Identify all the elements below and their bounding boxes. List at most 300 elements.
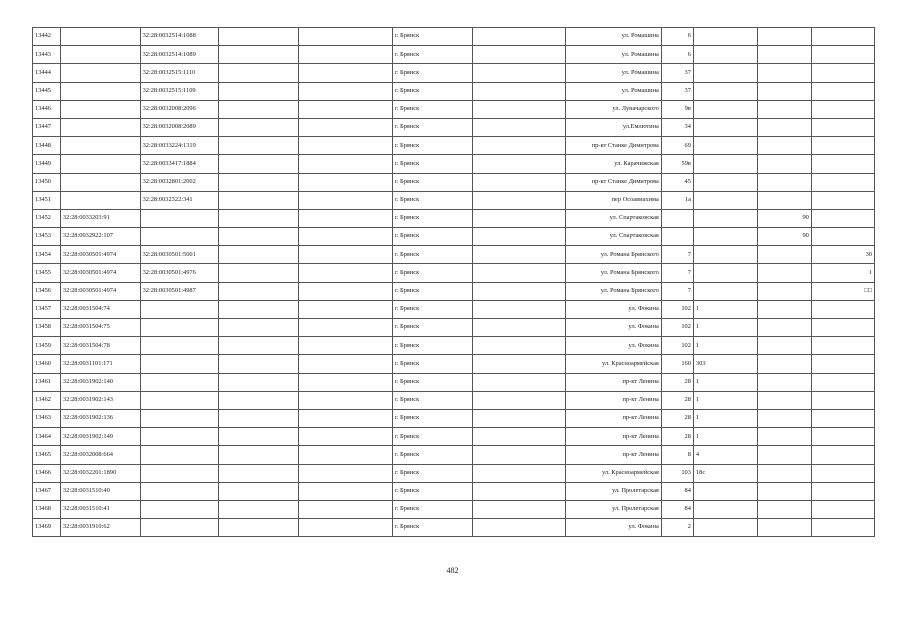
register-table [32,27,875,537]
street-cell: ул. Фокина [565,319,661,337]
empty-cell [298,191,392,209]
house-number-cell: 34 [661,118,693,136]
apartment-cell [693,28,757,46]
row-number-cell: 13450 [33,173,61,191]
house-number-cell: 37 [661,82,693,100]
empty-cell [219,446,299,464]
street-cell: ул. Карачижская [565,155,661,173]
empty-cell [298,264,392,282]
row-number-cell: 13461 [33,373,61,391]
empty-cell [472,155,565,173]
extra-cell [811,209,874,227]
object-cadastral-number-cell: 32:28:0032322:341 [140,191,219,209]
table-row [33,246,875,264]
apartment-cell [693,482,757,500]
house-number-cell: 84 [661,500,693,518]
cadastral-number-cell: 32:28:0031504:74 [60,300,140,318]
table-row [33,319,875,337]
street-cell: пр-кт Ленина [565,409,661,427]
city-cell: г. Брянск [392,228,472,246]
apartment-cell [693,209,757,227]
cadastral-number-cell: 32:28:0033203:91 [60,209,140,227]
empty-cell [219,391,299,409]
apartment-cell: 18с [693,464,757,482]
empty-cell [298,519,392,537]
empty-cell [472,173,565,191]
empty-cell [472,137,565,155]
empty-cell [472,500,565,518]
table-row [33,519,875,537]
building-cell [758,337,812,355]
city-cell: г. Брянск [392,355,472,373]
house-number-cell: 37 [661,64,693,82]
house-number-cell: 6 [661,46,693,64]
cadastral-number-cell [60,64,140,82]
street-cell: пр-кт Ленина [565,428,661,446]
empty-cell [219,482,299,500]
house-number-cell: 28 [661,428,693,446]
street-cell: ул. Спартаковская [565,209,661,227]
object-cadastral-number-cell: 32:28:0030501:4987 [140,282,219,300]
table-row [33,300,875,318]
building-cell [758,464,812,482]
apartment-cell [693,246,757,264]
row-number-cell: 13455 [33,264,61,282]
extra-cell [811,446,874,464]
city-cell: г. Брянск [392,46,472,64]
empty-cell [472,464,565,482]
city-cell: г. Брянск [392,337,472,355]
house-number-cell [661,228,693,246]
empty-cell [298,300,392,318]
house-number-cell: 102 [661,300,693,318]
cadastral-number-cell: 32:28:0031910:62 [60,519,140,537]
empty-cell [472,519,565,537]
table-row [33,28,875,46]
object-cadastral-number-cell: 32:28:0032008:2096 [140,100,219,118]
apartment-cell [693,100,757,118]
empty-cell [219,300,299,318]
row-number-cell: 13445 [33,82,61,100]
house-number-cell: 7 [661,282,693,300]
extra-cell [811,155,874,173]
street-cell: ул. Красноармейская [565,355,661,373]
row-number-cell: 13453 [33,228,61,246]
row-number-cell: 13457 [33,300,61,318]
page-number: 482 [446,566,459,575]
extra-cell: □□ [811,282,874,300]
cadastral-number-cell [60,173,140,191]
building-cell [758,118,812,136]
extra-cell [811,300,874,318]
row-number-cell: 13446 [33,100,61,118]
extra-cell [811,373,874,391]
house-number-cell: 28 [661,391,693,409]
empty-cell [298,118,392,136]
house-number-cell: 103 [661,464,693,482]
row-number-cell: 13462 [33,391,61,409]
house-number-cell: 69 [661,137,693,155]
empty-cell [472,191,565,209]
building-cell [758,282,812,300]
apartment-cell [693,173,757,191]
table-row [33,500,875,518]
city-cell: г. Брянск [392,118,472,136]
apartment-cell [693,82,757,100]
apartment-cell [693,519,757,537]
table-row [33,337,875,355]
cadastral-number-cell: 32:28:0031902:143 [60,391,140,409]
object-cadastral-number-cell [140,519,219,537]
empty-cell [472,373,565,391]
table-row [33,264,875,282]
cadastral-number-cell: 32:28:0032008:664 [60,446,140,464]
extra-cell [811,228,874,246]
city-cell: г. Брянск [392,100,472,118]
empty-cell [219,228,299,246]
empty-cell [219,100,299,118]
apartment-cell [693,228,757,246]
object-cadastral-number-cell [140,228,219,246]
row-number-cell: 13449 [33,155,61,173]
extra-cell [811,482,874,500]
extra-cell [811,428,874,446]
apartment-cell [693,46,757,64]
empty-cell [219,173,299,191]
table-row [33,482,875,500]
object-cadastral-number-cell [140,300,219,318]
empty-cell [298,373,392,391]
street-cell: ул. Романа Брянского [565,282,661,300]
extra-cell: 30 [811,246,874,264]
empty-cell [219,319,299,337]
empty-cell [298,482,392,500]
empty-cell [298,337,392,355]
object-cadastral-number-cell: 32:28:0033417:1884 [140,155,219,173]
object-cadastral-number-cell: 32:28:0032515:1110 [140,64,219,82]
city-cell: г. Брянск [392,391,472,409]
city-cell: г. Брянск [392,82,472,100]
empty-cell [472,282,565,300]
table-row [33,373,875,391]
city-cell: г. Брянск [392,319,472,337]
building-cell [758,319,812,337]
building-cell [758,173,812,191]
table-row [33,282,875,300]
empty-cell [219,118,299,136]
table-row [33,391,875,409]
table-row [33,82,875,100]
object-cadastral-number-cell [140,482,219,500]
building-cell [758,446,812,464]
empty-cell [219,337,299,355]
empty-cell [298,46,392,64]
street-cell: ул. Романа Брянского [565,264,661,282]
building-cell [758,155,812,173]
extra-cell [811,100,874,118]
empty-cell [298,28,392,46]
empty-cell [298,464,392,482]
house-number-cell: 7 [661,246,693,264]
empty-cell [298,355,392,373]
row-number-cell: 13456 [33,282,61,300]
row-number-cell: 13451 [33,191,61,209]
house-number-cell: 6 [661,28,693,46]
object-cadastral-number-cell [140,337,219,355]
apartment-cell: 1 [693,373,757,391]
apartment-cell: 303 [693,355,757,373]
street-cell: ул. Красноармейская [565,464,661,482]
row-number-cell: 13466 [33,464,61,482]
building-cell [758,482,812,500]
apartment-cell [693,118,757,136]
cadastral-number-cell: 32:28:0031504:75 [60,319,140,337]
building-cell: 90 [758,228,812,246]
row-number-cell: 13467 [33,482,61,500]
extra-cell [811,409,874,427]
street-cell: ул. Фокина [565,300,661,318]
street-cell: пр-кт Ленина [565,373,661,391]
house-number-cell [661,209,693,227]
object-cadastral-number-cell [140,500,219,518]
row-number-cell: 13459 [33,337,61,355]
extra-cell [811,173,874,191]
empty-cell [219,191,299,209]
house-number-cell: 7 [661,264,693,282]
table-row [33,64,875,82]
extra-cell [811,319,874,337]
empty-cell [472,355,565,373]
building-cell [758,409,812,427]
city-cell: г. Брянск [392,282,472,300]
object-cadastral-number-cell: 32:28:0032514:1088 [140,28,219,46]
row-number-cell: 13465 [33,446,61,464]
empty-cell [472,409,565,427]
house-number-cell: 28 [661,409,693,427]
table-row [33,409,875,427]
building-cell [758,391,812,409]
city-cell: г. Брянск [392,155,472,173]
cadastral-number-cell: 32:28:0030501:4974 [60,246,140,264]
building-cell [758,519,812,537]
house-number-cell: 28 [661,373,693,391]
house-number-cell: 84 [661,482,693,500]
extra-cell [811,191,874,209]
extra-cell [811,82,874,100]
cadastral-number-cell: 32:28:0030501:4974 [60,264,140,282]
table-row [33,446,875,464]
city-cell: г. Брянск [392,137,472,155]
city-cell: г. Брянск [392,209,472,227]
apartment-cell: 1 [693,428,757,446]
empty-cell [472,64,565,82]
table-row [33,118,875,136]
row-number-cell: 13454 [33,246,61,264]
extra-cell [811,500,874,518]
building-cell [758,82,812,100]
street-cell: пр-кт Станке Димитрова [565,173,661,191]
empty-cell [298,282,392,300]
table-row [33,228,875,246]
object-cadastral-number-cell [140,446,219,464]
empty-cell [219,155,299,173]
row-number-cell: 13447 [33,118,61,136]
city-cell: г. Брянск [392,482,472,500]
city-cell: г. Брянск [392,173,472,191]
extra-cell [811,391,874,409]
apartment-cell [693,264,757,282]
cadastral-number-cell [60,137,140,155]
apartment-cell: 1 [693,337,757,355]
object-cadastral-number-cell: 32:28:0032515:1109 [140,82,219,100]
cadastral-number-cell: 32:28:0031510:40 [60,482,140,500]
empty-cell [472,300,565,318]
street-cell: ул. Ромашина [565,28,661,46]
cadastral-number-cell: 32:28:0031902:149 [60,428,140,446]
extra-cell [811,137,874,155]
empty-cell [219,373,299,391]
object-cadastral-number-cell: 32:28:0030501:4976 [140,264,219,282]
house-number-cell: 1а [661,191,693,209]
house-number-cell: 102 [661,319,693,337]
empty-cell [219,209,299,227]
row-number-cell: 13448 [33,137,61,155]
empty-cell [219,46,299,64]
street-cell: пр-кт Ленина [565,446,661,464]
empty-cell [298,500,392,518]
apartment-cell: 1 [693,409,757,427]
empty-cell [219,28,299,46]
empty-cell [219,519,299,537]
empty-cell [472,337,565,355]
street-cell: ул.Емлютина [565,118,661,136]
empty-cell [298,446,392,464]
building-cell [758,373,812,391]
empty-cell [472,82,565,100]
street-cell: ул. Спартаковская [565,228,661,246]
row-number-cell: 13464 [33,428,61,446]
building-cell [758,137,812,155]
empty-cell [219,246,299,264]
cadastral-number-cell: 32:28:0031902:136 [60,409,140,427]
table-row [33,46,875,64]
house-number-cell: 102 [661,337,693,355]
empty-cell [298,246,392,264]
empty-cell [298,100,392,118]
extra-cell [811,28,874,46]
extra-cell: 1 [811,264,874,282]
row-number-cell: 13463 [33,409,61,427]
cadastral-number-cell [60,100,140,118]
empty-cell [219,464,299,482]
house-number-cell: 160 [661,355,693,373]
cadastral-number-cell [60,118,140,136]
cadastral-number-cell: 32:28:0031510:41 [60,500,140,518]
extra-cell [811,118,874,136]
row-number-cell: 13444 [33,64,61,82]
street-cell: пр-кт Станке Димитрова [565,137,661,155]
row-number-cell: 13442 [33,28,61,46]
row-number-cell: 13460 [33,355,61,373]
building-cell [758,428,812,446]
object-cadastral-number-cell [140,319,219,337]
city-cell: г. Брянск [392,446,472,464]
house-number-cell: 2 [661,519,693,537]
city-cell: г. Брянск [392,191,472,209]
empty-cell [298,391,392,409]
empty-cell [298,428,392,446]
empty-cell [472,100,565,118]
street-cell: ул. Романа Брянского [565,246,661,264]
empty-cell [298,319,392,337]
empty-cell [472,446,565,464]
cadastral-number-cell [60,46,140,64]
building-cell: 90 [758,209,812,227]
building-cell [758,246,812,264]
object-cadastral-number-cell: 32:28:0032008:2089 [140,118,219,136]
object-cadastral-number-cell: 32:28:0032801:2002 [140,173,219,191]
empty-cell [472,228,565,246]
apartment-cell [693,64,757,82]
building-cell [758,300,812,318]
cadastral-number-cell: 32:28:0031101:171 [60,355,140,373]
apartment-cell: 1 [693,391,757,409]
apartment-cell [693,191,757,209]
table-row [33,137,875,155]
street-cell: пер Осоавиахима [565,191,661,209]
register-table-body [33,28,875,537]
house-number-cell: 59в [661,155,693,173]
empty-cell [472,46,565,64]
object-cadastral-number-cell [140,355,219,373]
object-cadastral-number-cell [140,464,219,482]
object-cadastral-number-cell [140,209,219,227]
city-cell: г. Брянск [392,373,472,391]
apartment-cell [693,155,757,173]
row-number-cell: 13468 [33,500,61,518]
house-number-cell: 9в [661,100,693,118]
empty-cell [219,428,299,446]
empty-cell [472,482,565,500]
building-cell [758,100,812,118]
city-cell: г. Брянск [392,409,472,427]
empty-cell [472,264,565,282]
empty-cell [219,409,299,427]
apartment-cell [693,137,757,155]
empty-cell [298,155,392,173]
table-row [33,464,875,482]
object-cadastral-number-cell [140,409,219,427]
table-row [33,209,875,227]
city-cell: г. Брянск [392,519,472,537]
cadastral-number-cell [60,191,140,209]
cadastral-number-cell: 32:28:0032201:1890 [60,464,140,482]
cadastral-number-cell [60,28,140,46]
cadastral-number-cell [60,82,140,100]
table-row [33,173,875,191]
street-cell: ул. Ромашина [565,82,661,100]
street-cell: ул. Луначарского [565,100,661,118]
street-cell: ул. Ромашина [565,46,661,64]
empty-cell [219,500,299,518]
extra-cell [811,519,874,537]
street-cell: ул. Фокина [565,337,661,355]
empty-cell [472,28,565,46]
cadastral-number-cell: 32:28:0030501:4974 [60,282,140,300]
extra-cell [811,46,874,64]
object-cadastral-number-cell: 32:28:0033224:1319 [140,137,219,155]
building-cell [758,191,812,209]
